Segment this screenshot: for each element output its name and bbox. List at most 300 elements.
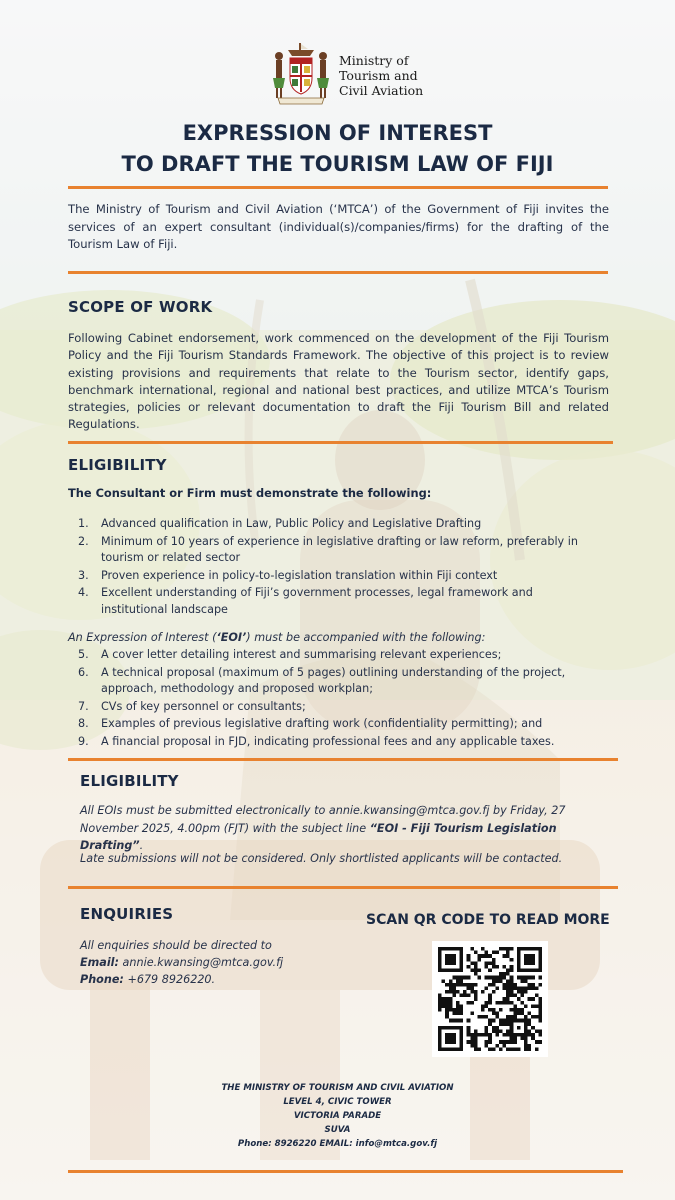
qr-module	[517, 997, 521, 1001]
qr-module	[531, 1015, 535, 1019]
qr-heading: SCAN QR CODE TO READ MORE	[366, 912, 610, 928]
qr-code[interactable]	[432, 941, 548, 1057]
qr-module	[452, 1026, 456, 1030]
qr-module	[524, 961, 528, 965]
qr-module	[535, 1004, 539, 1008]
qr-module	[492, 1029, 496, 1033]
qr-module	[438, 1040, 442, 1044]
qr-module	[510, 983, 514, 987]
qr-module	[531, 958, 535, 962]
qr-module	[477, 1015, 481, 1019]
qr-module	[506, 994, 510, 998]
qr-module	[524, 1019, 528, 1023]
qr-module	[503, 1022, 507, 1026]
qr-module	[503, 976, 507, 980]
qr-module	[460, 1037, 464, 1041]
qr-module	[438, 1033, 442, 1037]
qr-module	[438, 954, 442, 958]
qr-module	[438, 1037, 442, 1041]
qr-module	[485, 1004, 489, 1008]
qr-module	[477, 969, 481, 973]
qr-module	[445, 1012, 449, 1016]
qr-module	[474, 997, 478, 1001]
qr-module	[488, 1008, 492, 1012]
qr-module	[513, 1033, 517, 1037]
qr-module	[467, 958, 471, 962]
qr-module	[538, 954, 542, 958]
qr-module	[524, 1037, 528, 1041]
qr-module	[474, 1040, 478, 1044]
qr-module	[499, 947, 503, 951]
qr-module	[456, 947, 460, 951]
qr-module	[449, 1037, 453, 1041]
qr-module	[445, 954, 449, 958]
qr-module	[488, 994, 492, 998]
qr-module	[531, 1033, 535, 1037]
qr-module	[535, 986, 539, 990]
qr-module	[456, 976, 460, 980]
qr-module	[485, 1015, 489, 1019]
qr-module	[470, 1001, 474, 1005]
qr-module	[474, 1029, 478, 1033]
qr-module	[452, 961, 456, 965]
qr-module	[524, 1026, 528, 1030]
qr-module	[510, 1026, 514, 1030]
qr-module	[524, 1047, 528, 1051]
qr-module	[467, 1026, 471, 1030]
qr-module	[460, 1033, 464, 1037]
qr-module	[449, 1004, 453, 1008]
qr-module	[492, 976, 496, 980]
qr-module	[510, 947, 514, 951]
qr-module	[517, 1033, 521, 1037]
qr-module	[467, 994, 471, 998]
qr-module	[474, 972, 478, 976]
qr-module	[506, 1029, 510, 1033]
qr-module	[477, 976, 481, 980]
qr-module	[513, 994, 517, 998]
qr-module	[499, 1001, 503, 1005]
qr-module	[535, 994, 539, 998]
qr-module	[517, 1008, 521, 1012]
qr-module	[528, 1047, 532, 1051]
qr-module	[477, 1047, 481, 1051]
qr-module	[485, 1040, 489, 1044]
qr-module	[538, 1004, 542, 1008]
qr-module	[506, 951, 510, 955]
qr-module	[488, 1022, 492, 1026]
qr-module	[438, 1004, 442, 1008]
qr-module	[445, 1001, 449, 1005]
qr-module	[531, 1037, 535, 1041]
intro-paragraph: The Ministry of Tourism and Civil Aviation (‘MTCA’) of the Government of Fiji invites the services of an expert consultant (individual(s)/companies/firms) for the drafting of the Tourism Law of Fiji.	[68, 202, 609, 251]
qr-module	[528, 976, 532, 980]
qr-module	[456, 979, 460, 983]
divider-3	[68, 441, 613, 444]
qr-module	[531, 997, 535, 1001]
qr-module	[517, 951, 521, 955]
qr-module	[506, 983, 510, 987]
qr-module	[442, 1047, 446, 1051]
qr-module	[517, 1019, 521, 1023]
qr-module	[531, 961, 535, 965]
qr-module	[449, 983, 453, 987]
qr-module	[449, 1040, 453, 1044]
qr-module	[528, 947, 532, 951]
divider-bottom	[68, 1170, 623, 1173]
qr-module	[438, 1008, 442, 1012]
qr-module	[499, 1008, 503, 1012]
qr-module	[517, 954, 521, 958]
qr-module	[538, 1040, 542, 1044]
qr-module	[535, 1029, 539, 1033]
qr-module	[474, 951, 478, 955]
qr-module	[506, 1001, 510, 1005]
qr-module	[538, 1033, 542, 1037]
scope-heading: SCOPE OF WORK	[68, 298, 213, 316]
qr-module	[506, 954, 510, 958]
qr-module	[460, 1012, 464, 1016]
qr-module	[495, 1015, 499, 1019]
qr-module	[467, 983, 471, 987]
qr-module	[528, 1033, 532, 1037]
qr-module	[517, 976, 521, 980]
qr-module	[538, 947, 542, 951]
qr-module	[481, 1004, 485, 1008]
qr-module	[452, 958, 456, 962]
title-line-1: EXPRESSION OF INTEREST	[182, 121, 493, 145]
qr-module	[460, 951, 464, 955]
qr-module	[513, 1008, 517, 1012]
qr-module	[520, 994, 524, 998]
qr-module	[452, 954, 456, 958]
qr-module	[456, 1008, 460, 1012]
qr-module	[460, 1029, 464, 1033]
qr-module	[474, 994, 478, 998]
qr-module	[481, 954, 485, 958]
qr-module	[492, 1047, 496, 1051]
qr-module	[517, 1047, 521, 1051]
qr-module	[495, 1001, 499, 1005]
qr-module	[524, 1022, 528, 1026]
qr-module	[510, 1015, 514, 1019]
qr-module	[492, 1026, 496, 1030]
qr-module	[510, 1033, 514, 1037]
qr-module	[445, 997, 449, 1001]
qr-module	[503, 1019, 507, 1023]
qr-module	[538, 1012, 542, 1016]
qr-module	[528, 986, 532, 990]
qr-module	[449, 1047, 453, 1051]
qr-module	[463, 983, 467, 987]
qr-module	[488, 997, 492, 1001]
qr-module	[477, 954, 481, 958]
qr-module	[499, 979, 503, 983]
qr-module	[513, 1040, 517, 1044]
qr-module	[463, 994, 467, 998]
qr-module	[488, 1047, 492, 1051]
qr-module	[470, 990, 474, 994]
submission-heading: ELIGIBILITY	[80, 772, 179, 790]
qr-module	[520, 1019, 524, 1023]
qr-module	[531, 976, 535, 980]
qr-module	[442, 1001, 446, 1005]
qr-module	[528, 1012, 532, 1016]
late-submission-note: Late submissions will not be considered. Only shortlisted applicants will be contacted.	[80, 852, 563, 865]
qr-module	[499, 1029, 503, 1033]
qr-module	[452, 969, 456, 973]
qr-module	[538, 1001, 542, 1005]
qr-module	[456, 1026, 460, 1030]
qr-module	[460, 979, 464, 983]
qr-module	[538, 1019, 542, 1023]
qr-module	[460, 1008, 464, 1012]
qr-module	[528, 958, 532, 962]
qr-module	[503, 986, 507, 990]
qr-module	[531, 969, 535, 973]
qr-module	[456, 990, 460, 994]
qr-module	[470, 1040, 474, 1044]
qr-module	[538, 1029, 542, 1033]
qr-module	[445, 1037, 449, 1041]
eoi-note: An Expression of Interest (‘EOI’) must be accompanied with the following:	[68, 631, 486, 644]
qr-module	[481, 990, 485, 994]
qr-module	[531, 983, 535, 987]
qr-module	[452, 994, 456, 998]
qr-module	[499, 972, 503, 976]
qr-module	[524, 1029, 528, 1033]
qr-module	[481, 1033, 485, 1037]
qr-module	[506, 979, 510, 983]
qr-module	[452, 1033, 456, 1037]
qr-module	[513, 1047, 517, 1051]
qr-module	[528, 969, 532, 973]
qr-module	[535, 1040, 539, 1044]
qr-module	[531, 947, 535, 951]
qr-module	[506, 1047, 510, 1051]
qr-module	[452, 986, 456, 990]
qr-module	[517, 1012, 521, 1016]
qr-module	[442, 947, 446, 951]
qr-module	[442, 1026, 446, 1030]
qr-module	[495, 1029, 499, 1033]
qr-module	[445, 958, 449, 962]
qr-module	[506, 1040, 510, 1044]
qr-module	[492, 951, 496, 955]
qr-module	[492, 983, 496, 987]
qr-module	[506, 997, 510, 1001]
qr-module	[460, 1044, 464, 1048]
qr-module	[495, 1026, 499, 1030]
ministry-header	[0, 40, 675, 112]
qr-module	[449, 969, 453, 973]
qr-module	[535, 1015, 539, 1019]
scope-paragraph: Following Cabinet endorsement, work commenced on the development of the Fiji Tourism Policy and the Fiji Tourism Standards Framework. The objective of this project is to review existing provisions and requirements that relate to the Tourism sector, identify gaps, benchmark international, regional and national best practices, and utilize MTCA’s Tourism strategies, policies or relevant documentation to draft the Fiji Tourism Bill and related Regulations.	[68, 331, 609, 432]
qr-module	[513, 986, 517, 990]
qr-module	[503, 997, 507, 1001]
eligibility-lead: The Consultant or Firm must demonstrate the following:	[68, 486, 432, 500]
qr-module	[456, 969, 460, 973]
qr-module	[485, 954, 489, 958]
qr-module	[538, 1015, 542, 1019]
enquiries-heading: ENQUIRIES	[80, 905, 174, 923]
qr-module	[520, 1001, 524, 1005]
qr-module	[467, 1029, 471, 1033]
qr-module	[531, 954, 535, 958]
qr-module	[467, 986, 471, 990]
qr-module	[538, 1008, 542, 1012]
qr-module	[445, 1026, 449, 1030]
qr-module	[538, 951, 542, 955]
qr-module	[510, 1008, 514, 1012]
qr-module	[535, 947, 539, 951]
qr-module	[510, 994, 514, 998]
qr-module	[510, 979, 514, 983]
qr-module	[460, 976, 464, 980]
divider-2	[68, 271, 608, 274]
qr-module	[470, 1044, 474, 1048]
list-item: 4. Excellent understanding of Fiji’s government processes, legal framework and institutional landscape	[78, 586, 533, 616]
qr-module	[456, 1004, 460, 1008]
divider-4	[68, 758, 618, 761]
qr-module	[470, 961, 474, 965]
qr-module	[463, 976, 467, 980]
qr-module	[445, 1047, 449, 1051]
qr-module	[467, 954, 471, 958]
qr-module	[510, 1037, 514, 1041]
qr-module	[460, 1026, 464, 1030]
qr-module	[524, 1040, 528, 1044]
qr-module	[445, 1015, 449, 1019]
qr-module	[438, 997, 442, 1001]
qr-module	[520, 947, 524, 951]
divider-5	[68, 886, 618, 889]
title-line-2: TO DRAFT THE TOURISM LAW OF FIJI	[121, 152, 554, 176]
qr-module	[474, 961, 478, 965]
qr-module	[485, 1001, 489, 1005]
qr-module	[524, 954, 528, 958]
footer-address: THE MINISTRY OF TOURISM AND CIVIL AVIATION LEVEL 4, CIVIC TOWER VICTORIA PARADE SUVA Phone: 8926220 EMAIL: info@mtca.gov.fj	[221, 1083, 454, 1149]
qr-module	[506, 972, 510, 976]
qr-module	[492, 1012, 496, 1016]
qr-module	[524, 1033, 528, 1037]
qr-module	[510, 1029, 514, 1033]
qr-module	[506, 947, 510, 951]
qr-module	[474, 983, 478, 987]
qr-module	[517, 969, 521, 973]
qr-module	[474, 1033, 478, 1037]
qr-module	[456, 1047, 460, 1051]
qr-module	[488, 1033, 492, 1037]
qr-module	[445, 1040, 449, 1044]
qr-module	[528, 1029, 532, 1033]
qr-module	[445, 961, 449, 965]
qr-module	[492, 1008, 496, 1012]
qr-module	[485, 961, 489, 965]
qr-module	[485, 951, 489, 955]
qr-module	[495, 976, 499, 980]
qr-module	[452, 990, 456, 994]
qr-module	[538, 976, 542, 980]
qr-module	[524, 969, 528, 973]
qr-module	[456, 1019, 460, 1023]
list-item: 8. Examples of previous legislative drafting work (confidentiality permitting); and	[78, 717, 543, 730]
qr-module	[460, 961, 464, 965]
qr-module	[524, 976, 528, 980]
qr-module	[503, 1040, 507, 1044]
qr-module	[474, 969, 478, 973]
qr-module	[460, 1019, 464, 1023]
qr-module	[438, 1047, 442, 1051]
qr-module	[438, 947, 442, 951]
qr-module	[485, 1033, 489, 1037]
qr-module	[481, 1008, 485, 1012]
qr-module	[524, 979, 528, 983]
qr-module	[438, 1001, 442, 1005]
qr-module	[477, 958, 481, 962]
qr-module	[499, 976, 503, 980]
qr-module	[449, 1001, 453, 1005]
eligibility-heading: ELIGIBILITY	[68, 456, 167, 474]
qr-module	[452, 976, 456, 980]
qr-module	[470, 1033, 474, 1037]
qr-module	[492, 990, 496, 994]
qr-module	[474, 1037, 478, 1041]
qr-module	[528, 954, 532, 958]
qr-module	[474, 965, 478, 969]
qr-module	[460, 994, 464, 998]
qr-module	[488, 1037, 492, 1041]
qr-module	[467, 1019, 471, 1023]
qr-module	[467, 1001, 471, 1005]
qr-module	[506, 969, 510, 973]
qr-module	[470, 969, 474, 973]
qr-module	[492, 965, 496, 969]
qr-module	[510, 969, 514, 973]
qr-module	[470, 1037, 474, 1041]
qr-module	[452, 1012, 456, 1016]
qr-module	[495, 1012, 499, 1016]
qr-module	[488, 969, 492, 973]
list-item: 2. Minimum of 10 years of experience in legislative drafting or law reform, preferably in tourism or related sector	[78, 534, 578, 564]
qr-module	[513, 1004, 517, 1008]
qr-module	[445, 990, 449, 994]
qr-module	[438, 969, 442, 973]
qr-module	[517, 1026, 521, 1030]
qr-module	[499, 1040, 503, 1044]
qr-module	[460, 969, 464, 973]
qr-module	[452, 1037, 456, 1041]
ministry-name: Ministry of Tourism and Civil Aviation	[339, 53, 424, 98]
qr-module	[460, 954, 464, 958]
qr-module	[531, 986, 535, 990]
qr-module	[449, 954, 453, 958]
qr-module	[442, 979, 446, 983]
qr-module	[535, 969, 539, 973]
qr-module	[449, 1026, 453, 1030]
qr-module	[485, 1044, 489, 1048]
qr-module	[485, 1026, 489, 1030]
qr-module	[488, 1001, 492, 1005]
qr-module	[481, 947, 485, 951]
enquiries-email-link[interactable]: annie.kwansing@mtca.gov.fj	[119, 956, 284, 969]
qr-module	[503, 1044, 507, 1048]
qr-module	[442, 969, 446, 973]
qr-module	[535, 1047, 539, 1051]
qr-module	[470, 983, 474, 987]
qr-module	[517, 958, 521, 962]
qr-module	[506, 986, 510, 990]
